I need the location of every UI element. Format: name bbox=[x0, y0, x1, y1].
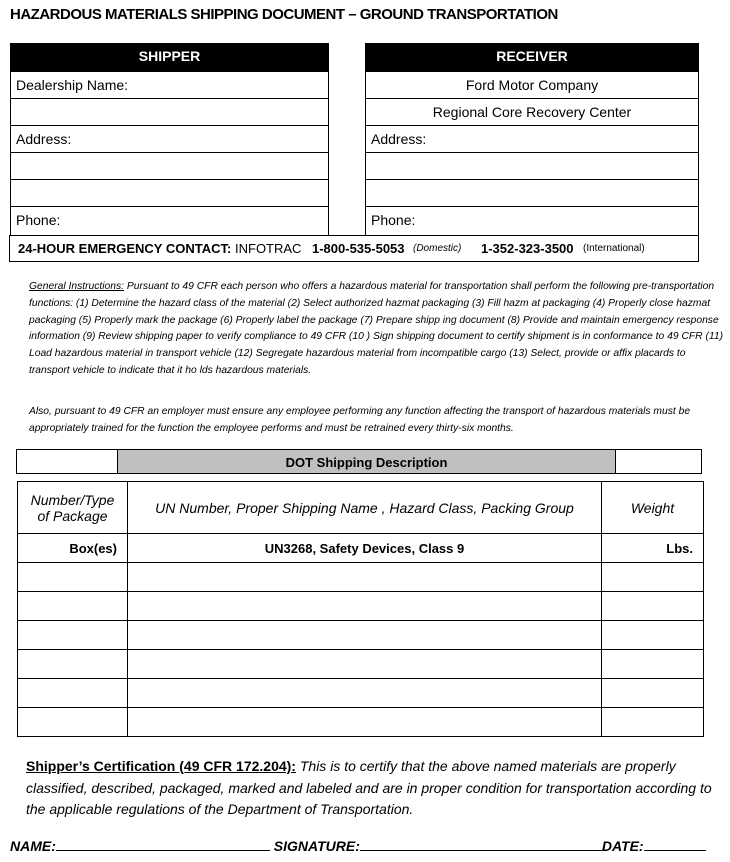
weight-cell[interactable] bbox=[602, 592, 704, 621]
name-label: NAME: bbox=[10, 838, 56, 854]
emergency-intl-tag: (International) bbox=[583, 243, 645, 254]
column-header-description: UN Number, Proper Shipping Name , Hazard Class, Packing Group bbox=[128, 482, 602, 534]
receiver-company: Ford Motor Company bbox=[365, 71, 699, 99]
table-row bbox=[18, 534, 704, 563]
description-cell[interactable] bbox=[128, 708, 602, 737]
table-row bbox=[18, 708, 704, 737]
certification-text: This is to certify that the above named materials are properly classified, described, packaged, marked and labeled and are in proper condition for transportation according to the applicable regulations of the Department of Transportation. bbox=[26, 758, 712, 817]
weight-cell[interactable] bbox=[602, 650, 704, 679]
table-row bbox=[18, 650, 704, 679]
emergency-label: 24-HOUR EMERGENCY CONTACT: bbox=[18, 241, 232, 256]
description-cell[interactable] bbox=[128, 679, 602, 708]
shipper-address-line-2[interactable] bbox=[10, 179, 329, 207]
receiver-address-label: Address: bbox=[365, 125, 699, 153]
document-title: HAZARDOUS MATERIALS SHIPPING DOCUMENT – GROUND TRANSPORTATION bbox=[10, 6, 558, 23]
description-cell[interactable] bbox=[128, 621, 602, 650]
shipping-description-table bbox=[17, 481, 704, 737]
emergency-domestic-tag: (Domestic) bbox=[413, 243, 462, 254]
name-field[interactable] bbox=[56, 836, 270, 851]
package-cell[interactable] bbox=[18, 679, 128, 708]
receiver-header: RECEIVER bbox=[365, 43, 699, 71]
shipper-dealership-label: Dealership Name: bbox=[10, 71, 329, 99]
weight-cell[interactable] bbox=[602, 679, 704, 708]
date-field[interactable] bbox=[644, 836, 706, 851]
receiver-address-line-2[interactable] bbox=[365, 179, 699, 207]
dot-header: DOT Shipping Description bbox=[117, 450, 616, 473]
table-header-row bbox=[18, 482, 704, 534]
description-cell[interactable] bbox=[128, 563, 602, 592]
date-label: DATE: bbox=[601, 838, 644, 854]
shipper-phone-label: Phone: bbox=[10, 206, 329, 236]
package-cell[interactable] bbox=[18, 708, 128, 737]
signature-row bbox=[10, 836, 706, 854]
signature-field[interactable] bbox=[360, 836, 602, 851]
instructions-heading: General Instructions: bbox=[29, 281, 125, 292]
table-row bbox=[18, 563, 704, 592]
shipper-dealership-field[interactable] bbox=[10, 98, 329, 126]
package-cell[interactable] bbox=[18, 592, 128, 621]
training-requirement: Also, pursuant to 49 CFR an employer must ensure any employee performing any function affecting the transport of hazardous materials must be appropriately trained for the function the employee performs and must be retrained every thirty-six months. bbox=[29, 406, 691, 434]
receiver-address-line-1[interactable] bbox=[365, 152, 699, 180]
signature-label: SIGNATURE: bbox=[273, 838, 360, 854]
receiver-phone-label: Phone: bbox=[365, 206, 699, 236]
weight-cell[interactable]: Lbs. bbox=[602, 534, 704, 563]
dot-header-bar bbox=[16, 449, 702, 474]
general-instructions bbox=[29, 279, 724, 380]
weight-cell[interactable] bbox=[602, 563, 704, 592]
emergency-intl-number: 1-352-323-3500 bbox=[481, 241, 574, 256]
table-row bbox=[18, 592, 704, 621]
table-row bbox=[18, 679, 704, 708]
package-cell[interactable] bbox=[18, 650, 128, 679]
shipper-certification bbox=[26, 756, 716, 821]
description-cell[interactable] bbox=[128, 650, 602, 679]
table-row bbox=[18, 621, 704, 650]
description-cell[interactable] bbox=[128, 592, 602, 621]
emergency-provider: INFOTRAC bbox=[235, 241, 302, 256]
weight-cell[interactable] bbox=[602, 708, 704, 737]
package-cell[interactable] bbox=[18, 563, 128, 592]
certification-label: Shipper’s Certification (49 CFR 172.204): bbox=[26, 758, 296, 774]
receiver-center: Regional Core Recovery Center bbox=[365, 98, 699, 126]
shipper-header: SHIPPER bbox=[10, 43, 329, 71]
column-header-package: Number/Type of Package bbox=[18, 482, 128, 534]
emergency-contact-row bbox=[9, 235, 699, 262]
emergency-domestic-number: 1-800-535-5053 bbox=[312, 241, 405, 256]
shipper-address-label: Address: bbox=[10, 125, 329, 153]
package-cell[interactable]: Box(es) bbox=[18, 534, 128, 563]
description-cell[interactable]: UN3268, Safety Devices, Class 9 bbox=[128, 534, 602, 563]
weight-cell[interactable] bbox=[602, 621, 704, 650]
instructions-paragraph-1: Pursuant to 49 CFR each person who offers a hazardous material for transportation shall perform the following pre-transportation functions: (1) Determine the hazard class of the material (2) Select authorized hazmat packaging (3) Fill hazm at packaging (4) Properly close hazmat packaging (5) Properly mark the package (6) Properly label the package (7) Prepare shipp ing document (8) Provide and maintain emergency response information (9) Review shipping paper to verify compliance to 49 CFR (10 ) Sign shipping document to certify shipment is in conformance to 49 CFR (11) Load hazardous material in transport vehicle (12) Segregate hazardous material from incompatible cargo (13) Select, provide or affix placards to transport vehicle to indicate that it ho lds hazardous materials. bbox=[29, 281, 724, 376]
shipper-address-line-1[interactable] bbox=[10, 152, 329, 180]
column-header-weight: Weight bbox=[602, 482, 704, 534]
package-cell[interactable] bbox=[18, 621, 128, 650]
